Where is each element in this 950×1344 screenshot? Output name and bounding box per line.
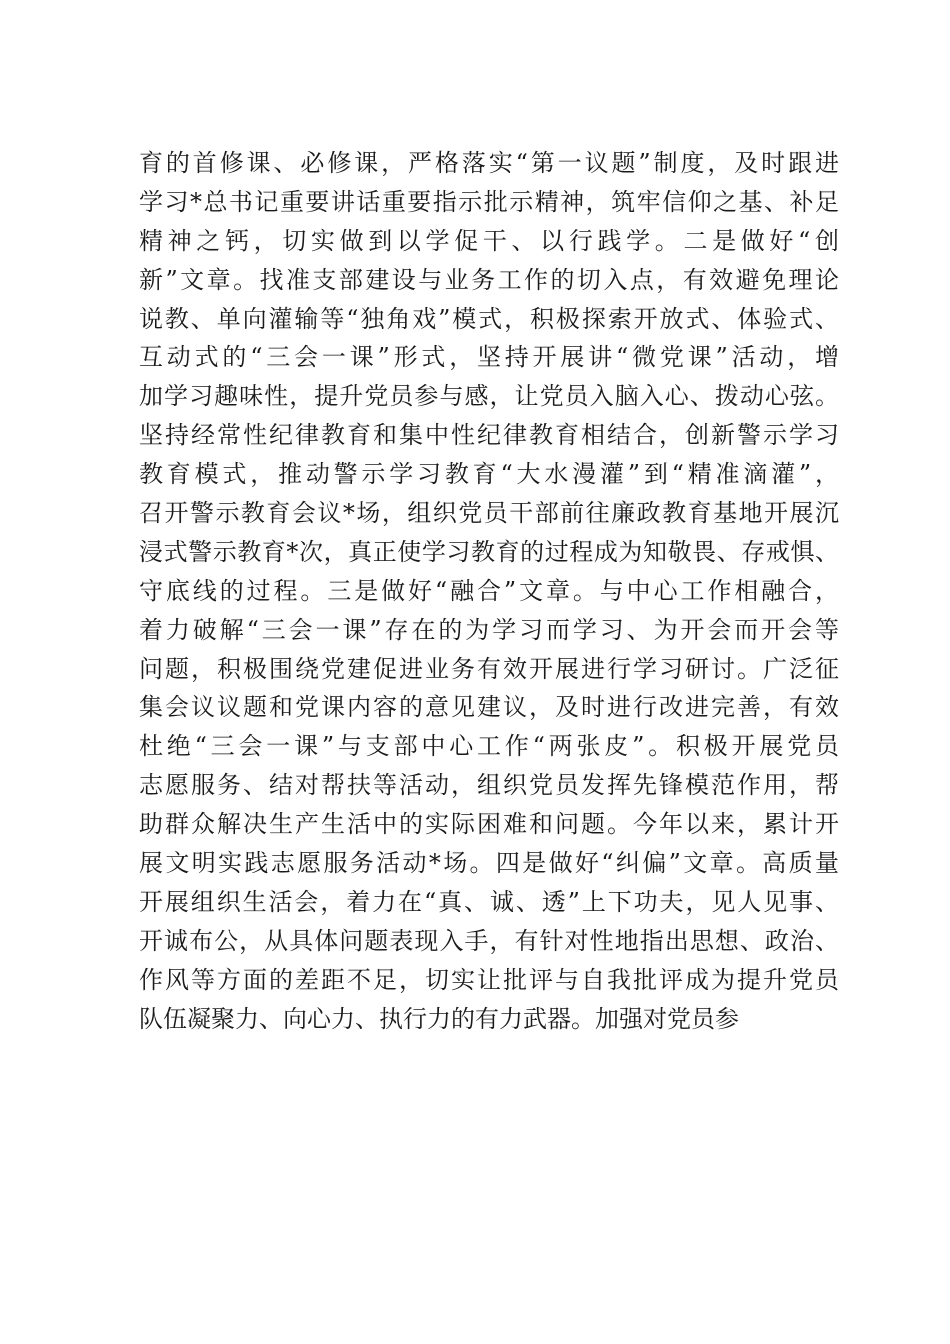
body-text [139, 144, 839, 1038]
text-line: 着力破解“三会一课”存在的为学习而学习、为开会而开会等 [139, 615, 839, 644]
text-line: 浸式警示教育*次，真正使学习教育的过程成为知敬畏、存戒惧、 [139, 537, 839, 566]
text-line: 作风等方面的差距不足，切实让批评与自我批评成为提升党员 [139, 965, 839, 994]
text-line: 问题，积极围绕党建促进业务有效开展进行学习研讨。广泛征 [139, 654, 839, 683]
text-line: 教育模式，推动警示学习教育“大水漫灌”到“精准滴灌”， [139, 460, 839, 489]
text-line: 志愿服务、结对帮扶等活动，组织党员发挥先锋模范作用，帮 [139, 771, 839, 800]
text-line: 杜绝“三会一课”与支部中心工作“两张皮”。积极开展党员 [139, 732, 839, 761]
text-line: 加学习趣味性，提升党员参与感，让党员入脑入心、拨动心弦。 [139, 382, 839, 411]
text-line: 说教、单向灌输等“独角戏”模式，积极探索开放式、体验式、 [139, 304, 839, 333]
text-line: 助群众解决生产生活中的实际困难和问题。今年以来，累计开 [139, 810, 839, 839]
text-line: 育的首修课、必修课，严格落实“第一议题”制度，及时跟进 [139, 149, 839, 177]
text-line: 新”文章。找准支部建设与业务工作的切入点，有效避免理论 [139, 265, 839, 294]
text-line: 开展组织生活会，着力在“真、诚、透”上下功夫，见人见事、 [139, 887, 839, 916]
text-line: 队伍凝聚力、向心力、执行力的有力武器。加强对党员参 [139, 1004, 739, 1033]
text-line: 守底线的过程。三是做好“融合”文章。与中心工作相融合， [139, 576, 839, 605]
text-line: 精神之钙，切实做到以学促干、以行践学。二是做好“创 [139, 226, 839, 255]
text-line: 学习*总书记重要讲话重要指示批示精神，筑牢信仰之基、补足 [139, 187, 839, 216]
text-line: 集会议议题和党课内容的意见建议，及时进行改进完善，有效 [139, 693, 839, 722]
text-line: 展文明实践志愿服务活动*场。四是做好“纠偏”文章。高质量 [139, 849, 839, 878]
text-line: 开诚布公，从具体问题表现入手，有针对性地指出思想、政治、 [139, 926, 839, 955]
text-line: 互动式的“三会一课”形式，坚持开展讲“微党课”活动，增 [139, 343, 839, 372]
text-line: 召开警示教育会议*场，组织党员干部前往廉政教育基地开展沉 [139, 499, 839, 528]
text-line: 坚持经常性纪律教育和集中性纪律教育相结合，创新警示学习 [139, 421, 839, 450]
